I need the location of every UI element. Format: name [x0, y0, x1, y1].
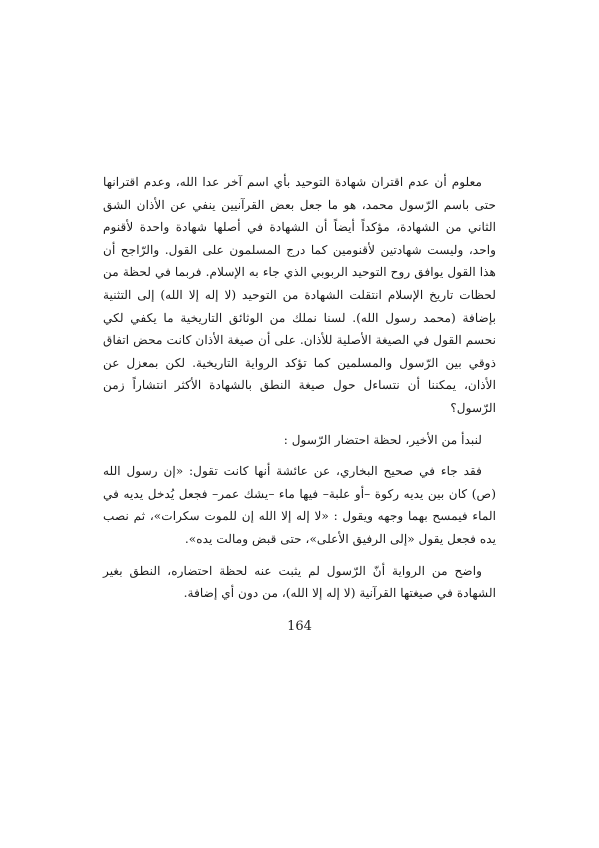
paragraph-1: معلوم أن عدم اقتران شهادة التوحيد بأي اسم آخر عدا الله، وعدم اقترانها حتى باسم الرّسول محمد، هو ما جعل بعض القرآنيين ينفي عن الأذان الشق الثاني من الشهادة، مؤكداً أيضاً أن الشهادة في أصلها شهادة واحدة لأقنوم واحد، وليست شهادتين لأقنومين كما درج المسلمون على القول. والرّاجح أن هذا القول يوافق روح التوحيد الربوبي الذي جاء به الإسلام. فربما في لحظة من لحظات تاريخ الإسلام انتقلت الشهادة من التوحيد (لا إله إلا الله) إلى التثنية بإضافة (محمد رسول الله). لسنا نملك من الوثائق التاريخية ما يكفي لكي نحسم القول في الصيغة الأصلية للأذان. على أن صيغة الأذان كانت محض اتفاق ذوقي بين الرّسول والمسلمين كما تؤكد الرواية التاريخية. لكن بمعزل عن الأذان، يمكننا أن نتساءل حول صيغة النطق بالشهادة الأكثر انتشاراً زمن الرّسول؟: [103, 175, 496, 415]
paragraph-4: واضح من الرواية أنّ الرّسول لم يثبت عنه لحظة احتضاره، النطق بغير الشهادة في صيغتها القرآنية (لا إله إلا الله)، من دون أي إضافة.: [103, 563, 496, 601]
page-number: 164: [287, 619, 312, 634]
paragraph-3: فقد جاء في صحيح البخاري، عن عائشة أنها كانت تقول: «إن رسول الله (ص) كان بين يديه ركوة –أو علبة– فيها ماء –يشك عمر– فجعل يُدخل يديه في الماء فيمسح بهما وجهه ويقول : «لا إله إلا الله إن للموت سكرات»، ثم نصب يده فجعل يقول «إلى الرفيق الأعلى»، حتى قبض ومالت يده».: [103, 464, 496, 546]
body-text: [103, 171, 496, 605]
paragraph-2: لنبدأ من الأخير، لحظة احتضار الرّسول :: [283, 432, 482, 447]
